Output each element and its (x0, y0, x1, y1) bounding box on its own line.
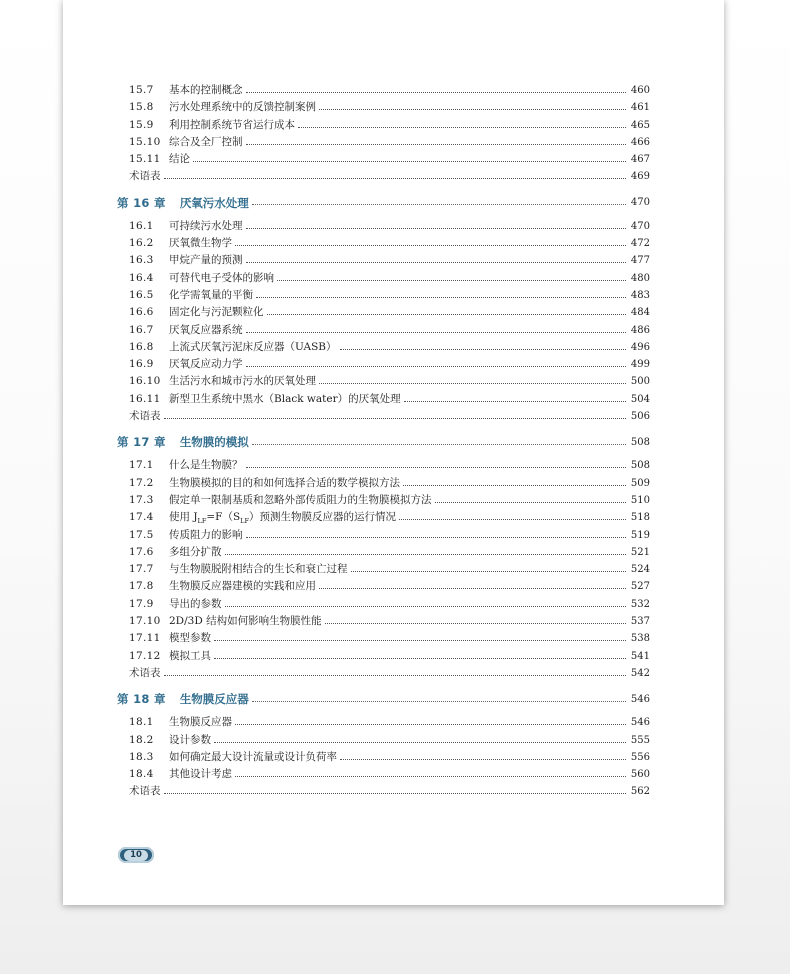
toc-entry-title: 结论 (169, 153, 190, 166)
toc-entry-title: 术语表 (129, 666, 161, 679)
toc-entry-title: 什么是生物膜？ (169, 459, 243, 472)
toc-page-number: 519 (630, 529, 650, 541)
toc-section-entry[interactable] (117, 270, 650, 287)
dot-leader (214, 658, 626, 659)
toc-entry-number: 17.9 (129, 597, 154, 610)
toc-page-number: 470 (630, 220, 650, 232)
toc-entry-title: 生物膜反应器建模的实践和应用 (169, 580, 316, 593)
toc-entry-title: 可持续污水处理 (169, 219, 243, 232)
dot-leader (235, 245, 626, 246)
toc-entry-title: 术语表 (129, 170, 161, 183)
toc-section-entry[interactable] (117, 82, 650, 99)
toc-page-number: 510 (630, 494, 650, 506)
toc-section-entry[interactable] (117, 252, 650, 269)
dot-leader (399, 519, 626, 520)
dot-leader (164, 418, 627, 419)
toc-entry-number: 17.8 (129, 580, 154, 593)
toc-entry-title (169, 509, 396, 525)
toc-section-entry[interactable] (117, 578, 650, 595)
toc-page-number: 555 (630, 734, 650, 746)
toc-section-entry[interactable] (117, 544, 650, 561)
dot-leader (252, 444, 626, 445)
toc-entry-number: 16.9 (129, 358, 154, 371)
toc-entry-number: 17.6 (129, 545, 154, 558)
toc-entry-title: 化学需氧量的平衡 (169, 288, 253, 301)
toc-entry-title: 厌氧反应器系统 (169, 323, 243, 336)
toc-page-number: 484 (630, 307, 650, 319)
toc-entry-title: 厌氧微生物学 (169, 237, 232, 250)
title-fragment: 使用 J (169, 511, 198, 524)
dot-leader (235, 776, 626, 777)
toc-glossary-entry[interactable] (117, 408, 650, 425)
toc-entry-number: 16.11 (129, 392, 161, 405)
toc-entry-title: 2D/3D 结构如何影响生物膜性能 (169, 615, 322, 628)
toc-entry-number: 17.12 (129, 649, 161, 662)
toc-entry-title: 固定化与污泥颗粒化 (169, 306, 264, 319)
dot-leader (277, 280, 626, 281)
toc-entry-number: 17.4 (129, 511, 154, 524)
toc-entry-title: 基本的控制概念 (169, 84, 243, 96)
toc-entry-title: 模拟工具 (169, 649, 211, 662)
toc-entry-number: 17.11 (129, 632, 161, 645)
toc-page-number: 527 (630, 581, 650, 593)
toc-section-entry[interactable] (117, 287, 650, 304)
dot-leader (246, 144, 627, 145)
dot-leader (246, 537, 627, 538)
toc-entry-number: 第 18 章 (117, 692, 166, 707)
toc-section-entry[interactable] (117, 766, 650, 783)
dot-leader (340, 349, 626, 350)
toc-entry-number: 16.7 (129, 323, 154, 336)
dot-leader (246, 332, 627, 333)
toc-page-number: 524 (630, 564, 650, 576)
dot-leader (267, 314, 627, 315)
toc-page-number: 483 (630, 289, 650, 301)
toc-entry-title: 设计参数 (169, 733, 211, 746)
toc-entry-title: 其他设计考虑 (169, 768, 232, 781)
toc-chapter-heading[interactable] (117, 429, 650, 455)
toc-page-number: 496 (630, 341, 650, 353)
dot-leader (325, 623, 626, 624)
toc-chapter-heading[interactable] (117, 686, 650, 712)
toc-section-entry[interactable] (117, 630, 650, 647)
title-fragment: ）预测生物膜反应器的运行情况 (248, 511, 396, 524)
toc-section-entry[interactable] (117, 492, 650, 509)
dot-leader (319, 588, 626, 589)
toc-section-entry[interactable] (117, 373, 650, 390)
toc-entry-title: 综合及全厂控制 (169, 135, 243, 148)
toc-entry-number: 18.4 (129, 768, 154, 781)
dot-leader (225, 606, 627, 607)
dot-leader (235, 724, 626, 725)
toc-entry-number: 16.1 (129, 219, 154, 232)
dot-leader (246, 92, 627, 93)
toc-page-number: 480 (630, 272, 650, 284)
page-number: 10 (124, 850, 148, 861)
toc-page-number: 508 (630, 436, 650, 448)
toc-entry-title: 可替代电子受体的影响 (169, 271, 274, 284)
toc-page-number: 560 (630, 769, 650, 781)
toc-section-entry[interactable] (117, 561, 650, 578)
toc-section-entry[interactable] (117, 99, 650, 116)
toc-section-entry[interactable] (117, 322, 650, 339)
dot-leader (246, 467, 627, 468)
toc-entry-number: 第 16 章 (117, 195, 166, 210)
toc-entry-title: 模型参数 (169, 632, 211, 645)
toc-entry-number: 第 17 章 (117, 435, 166, 450)
toc-section-entry[interactable] (117, 235, 650, 252)
dot-leader (351, 571, 627, 572)
toc-entry-title: 生活污水和城市污水的厌氧处理 (169, 375, 316, 388)
toc-section-entry[interactable] (117, 356, 650, 373)
toc-section-entry[interactable] (117, 527, 650, 544)
toc-page-number: 500 (630, 376, 650, 388)
toc-entry-number: 15.10 (129, 135, 161, 148)
dot-leader (340, 759, 626, 760)
dot-leader (319, 109, 626, 110)
dot-leader (246, 366, 627, 367)
toc-glossary-entry[interactable] (117, 168, 650, 185)
dot-leader (252, 204, 626, 205)
toc-entry-title: 多组分扩散 (169, 545, 222, 558)
toc-entry-number: 15.7 (129, 84, 154, 96)
toc-page-number: 532 (630, 598, 650, 610)
toc-entry-number: 16.10 (129, 375, 161, 388)
toc-entry-title: 导出的参数 (169, 597, 222, 610)
dot-leader (214, 742, 626, 743)
toc-page-number: 499 (630, 359, 650, 371)
subscript-text: LF (197, 517, 207, 526)
toc-page-number: 461 (630, 102, 650, 114)
toc-entry-number: 18.3 (129, 750, 154, 763)
dot-leader (246, 228, 627, 229)
dot-leader (164, 793, 627, 794)
dot-leader (298, 127, 626, 128)
dot-leader (319, 383, 626, 384)
toc-page-number: 467 (630, 154, 650, 166)
toc-entry-number: 18.2 (129, 733, 154, 746)
toc-entry-title: 术语表 (129, 410, 161, 423)
toc-entry-number: 16.8 (129, 340, 154, 353)
toc-entry-title: 术语表 (129, 785, 161, 798)
toc-entry-title: 生物膜模拟的目的和如何选择合适的数学模拟方法 (169, 476, 400, 489)
toc-entry-number: 16.3 (129, 254, 154, 267)
toc-entry-number: 17.7 (129, 563, 154, 576)
toc-section-entry[interactable] (117, 117, 650, 134)
toc-glossary-entry[interactable] (117, 783, 650, 800)
toc-entry-number: 15.8 (129, 101, 154, 114)
dot-leader (164, 178, 627, 179)
toc-page-number: 556 (630, 751, 650, 763)
toc-page-number: 542 (630, 667, 650, 679)
toc-entry-number: 17.5 (129, 528, 154, 541)
toc-page-number: 477 (630, 255, 650, 267)
dot-leader (403, 485, 626, 486)
toc-section-entry[interactable] (117, 134, 650, 151)
toc-page-number: 460 (630, 85, 650, 96)
toc-page-number: 472 (630, 238, 650, 250)
toc-page-number: 562 (630, 786, 650, 798)
toc-entry-title: 上流式厌氧污泥床反应器（UASB） (169, 340, 337, 353)
dot-leader (214, 640, 626, 641)
dot-leader (225, 554, 627, 555)
toc-page-number: 509 (630, 477, 650, 489)
toc-entry-title: 传质阻力的影响 (169, 528, 243, 541)
toc-page-number: 538 (630, 633, 650, 645)
toc-page-number: 537 (630, 616, 650, 628)
toc-section-entry[interactable] (117, 613, 650, 630)
toc-page-number: 470 (630, 197, 650, 209)
toc-entry-number: 17.3 (129, 493, 154, 506)
table-of-contents (117, 82, 650, 801)
toc-section-entry[interactable] (117, 749, 650, 766)
toc-section-entry[interactable] (117, 151, 650, 168)
toc-entry-number: 18.1 (129, 716, 154, 729)
toc-page-number: 486 (630, 324, 650, 336)
toc-entry-title: 甲烷产量的预测 (169, 254, 243, 267)
toc-entry-title: 如何确定最大设计流量或设计负荷率 (169, 750, 337, 763)
toc-page-number: 521 (630, 546, 650, 558)
toc-page-number: 518 (630, 512, 650, 524)
dot-leader (252, 701, 626, 702)
toc-entry-title: 生物膜反应器 (169, 716, 232, 729)
dot-leader (246, 262, 627, 263)
toc-page-number: 469 (630, 171, 650, 183)
toc-entry-number: 17.2 (129, 476, 154, 489)
dot-leader (404, 401, 626, 402)
toc-glossary-entry[interactable] (117, 665, 650, 682)
toc-entry-title: 假定单一限制基质和忽略外部传质阻力的生物膜模拟方法 (169, 493, 432, 506)
toc-entry-title: 生物膜反应器 (179, 692, 249, 707)
toc-chapter-heading[interactable] (117, 190, 650, 216)
toc-section-entry[interactable] (117, 732, 650, 749)
toc-entry-title: 新型卫生系统中黑水（Black water）的厌氧处理 (169, 392, 401, 405)
toc-entry-number: 17.10 (129, 615, 161, 628)
dot-leader (164, 675, 627, 676)
toc-entry-number: 16.2 (129, 237, 154, 250)
subscript-text: LF (240, 517, 249, 526)
toc-entry-number: 16.6 (129, 306, 154, 319)
dot-leader (256, 297, 626, 298)
toc-page-number: 541 (630, 650, 650, 662)
toc-section-entry[interactable] (117, 218, 650, 235)
toc-entry-title: 生物膜的模拟 (179, 435, 249, 450)
dot-leader (435, 502, 627, 503)
toc-section-entry[interactable] (117, 648, 650, 665)
toc-entry-number: 15.9 (129, 118, 154, 131)
toc-page-number: 466 (630, 136, 650, 148)
toc-page-number: 546 (630, 717, 650, 729)
page-number-badge (118, 847, 154, 863)
toc-section-entry[interactable] (117, 339, 650, 356)
toc-entry-title: 厌氧污水处理 (179, 195, 249, 210)
toc-section-entry[interactable] (117, 304, 650, 321)
toc-entry-number: 16.4 (129, 271, 154, 284)
toc-section-entry[interactable] (117, 509, 650, 526)
toc-section-entry[interactable] (117, 714, 650, 731)
toc-entry-title: 污水处理系统中的反馈控制案例 (169, 101, 316, 114)
toc-section-entry[interactable] (117, 475, 650, 492)
toc-entry-title: 与生物膜脱附相结合的生长和衰亡过程 (169, 563, 348, 576)
book-page (63, 0, 724, 905)
toc-entry-title: 利用控制系统节省运行成本 (169, 118, 295, 131)
toc-page-number: 504 (630, 393, 650, 405)
toc-page-number: 465 (630, 119, 650, 131)
toc-entry-title: 厌氧反应动力学 (169, 358, 243, 371)
title-fragment: =F（S (206, 511, 241, 524)
toc-page-number: 546 (630, 693, 650, 705)
toc-section-entry[interactable] (117, 391, 650, 408)
toc-entry-number: 17.1 (129, 459, 154, 472)
toc-page-number: 506 (630, 411, 650, 423)
toc-page-number: 508 (630, 460, 650, 472)
toc-section-entry[interactable] (117, 596, 650, 613)
dot-leader (193, 161, 626, 162)
toc-entry-number: 16.5 (129, 288, 154, 301)
toc-section-entry[interactable] (117, 457, 650, 474)
toc-entry-number: 15.11 (129, 153, 161, 166)
